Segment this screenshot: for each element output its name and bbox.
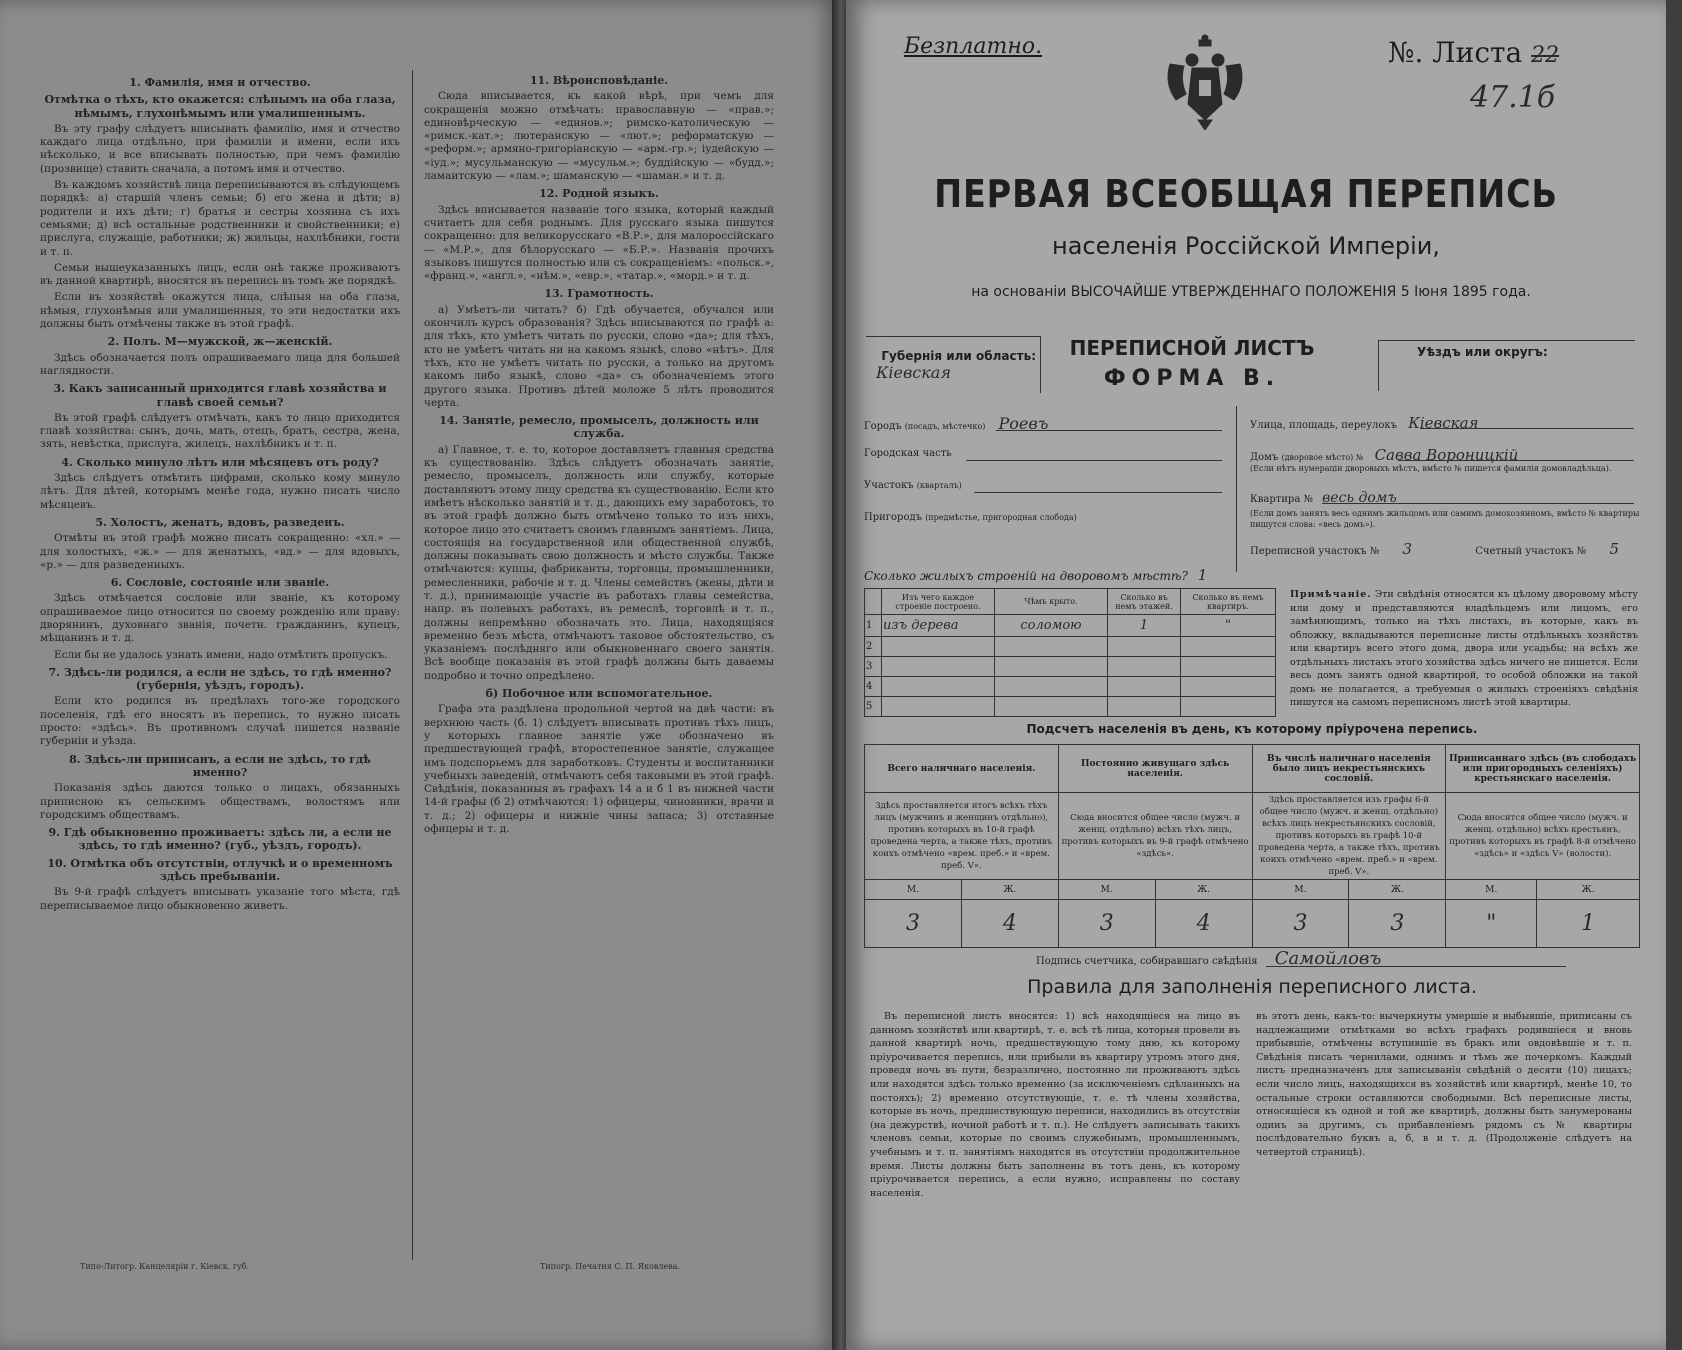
col2-text: Графа эта раздѣлена продольной чертой на двѣ части: въ верхнюю часть (б. 1) слѣдуетъ вписывать противъ тѣхъ лицъ, у которыхъ главное занятіе уже обозначено въ предшествующей графѣ, второстепенное занятіе, служащее имъ подспорьемъ для заработковъ. Студенты и воспитанники учебныхъ заведеній, отмѣчаютъ себя таковыми въ этой графѣ. Свѣдѣнія, показанныя въ графахъ 14 а и б 1 въ нижней части 14-й графы (б 2) отмѣчаются: 1) офицеры, чиновники, врачи и т. д.; 2) офицеры и нижніе чины запаса; 3) отставные офицеры и т. д. bbox=[424, 703, 774, 836]
governorate-value: Кіевская bbox=[876, 363, 951, 382]
col1-heading: 2. Полъ. М—мужской, ж—женскій. bbox=[107, 335, 333, 349]
districts-row bbox=[1250, 540, 1640, 558]
archive-mark: 47.1б bbox=[1470, 80, 1556, 115]
male-label: М. bbox=[1252, 880, 1349, 900]
house-line bbox=[1398, 460, 1634, 461]
coat-of-arms-icon bbox=[1162, 34, 1248, 130]
form-title: ПЕРЕПИСНОЙ ЛИСТЪ bbox=[1069, 336, 1315, 360]
col1-para: Здѣсь обозначается полъ опрашиваемаго лица для большей наглядности. bbox=[40, 351, 400, 377]
free-label: Безплатно. bbox=[904, 34, 1043, 59]
street-label: Улица, площадь, переулокъ bbox=[1250, 420, 1398, 431]
count-head: Постоянно живущаго здѣсь населенія. bbox=[1058, 745, 1252, 793]
rules-left-text: Въ переписной листъ вносятся: 1) всѣ находящіеся на лицо въ данномъ хозяйствѣ или квартирѣ, т. е. всѣ тѣ лица, которыя провели въ данной квартирѣ ночь, предшествующую тому дню, къ которому пріурочивается перепись, или прибыли въ квартиру утромъ этого дня, проведя ночь въ пути, безразлично, постоянно ли проживаютъ здѣсь или находятся здѣсь только временно (за исключеніемъ сдѣланныхъ на постояхъ); 2) временно отсутствующіе, т. е. тѣ члены хозяйства, которые въ ночь, предшествующую переписи, находились въ отсутствіи (на дежурствѣ, ночной работѣ и т. п.). Не слѣдуетъ записывать такихъ членовъ семьи, которые по своимъ служебнымъ, промышленнымъ, учебнымъ и т. п. занятіямъ находятся въ отсутствіи продолжительное время. Листы должны быть заполнены въ тотъ день, къ которому пріурочивается перепись, а если нужно, исправлены по составу населенія. bbox=[870, 1011, 1240, 1199]
count-value-female: 3 bbox=[1349, 900, 1446, 948]
col1-para: Въ каждомъ хозяйствѣ лица переписываются въ слѣдующемъ порядкѣ: а) старшій членъ семьи; б) его жена и дѣти; в) родители и ихъ дѣти; г) братья и сестры хозяина съ ихъ семьями; д) всѣ остальные родственники и свойственники; е) прислуга, служащіе, работники; ж) жильцы, нахлѣбники, гости и т. п. bbox=[40, 179, 400, 258]
count-value-female: 1 bbox=[1537, 900, 1640, 948]
col2-heading: 13. Грамотность. bbox=[544, 287, 654, 301]
suburb-sub: (предмѣстье, пригородная слобода) bbox=[925, 513, 1077, 522]
col1-heading: 6. Сословіе, состояніе или званіе. bbox=[110, 576, 330, 590]
building-apts: " bbox=[1181, 615, 1276, 637]
governorate-box bbox=[866, 336, 1041, 393]
col1-para: Здѣсь слѣдуетъ отмѣтить цифрами, сколько кому минуло лѣтъ. Для дѣтей, которымъ менѣе года, нужно писать число мѣсяцевъ. bbox=[40, 472, 400, 511]
col1-heading: 5. Холостъ, женатъ, вдовъ, разведенъ. bbox=[95, 515, 345, 529]
row-number: 5 bbox=[865, 697, 882, 717]
count-desc: Сюда вносится общее число (мужч. и женщ. отдѣльно) всѣхъ крестьянъ, противъ которыхъ въ графѣ 8-й отмѣчено «здѣсь» и «здѣсь V» (волости). bbox=[1446, 793, 1640, 880]
census-subtitle: населенія Россійской Имперіи, bbox=[1052, 232, 1440, 260]
note-title: Примѣчаніе. bbox=[1290, 589, 1372, 600]
column-divider bbox=[412, 70, 413, 1260]
col2-heading: 11. Вѣроисповѣданіе. bbox=[529, 74, 669, 87]
street-line bbox=[1420, 428, 1634, 429]
street-value: Кіевская bbox=[1408, 414, 1479, 432]
house-value: Савва Вороницкій bbox=[1374, 446, 1519, 464]
rules-right-column bbox=[1256, 1010, 1632, 1260]
apartment-note: (Если домъ занятъ весь однимъ жильцомъ или самимъ домохозяиномъ, вмѣсто № квартиры пишутся слова: «весь домъ»). bbox=[1250, 509, 1640, 529]
census-district-value: 3 bbox=[1402, 540, 1413, 558]
row-number: 4 bbox=[865, 677, 882, 697]
col1-heading: 3. Какъ записанный приходится главѣ хозяйства и главѣ своей семьи? bbox=[53, 382, 387, 409]
male-label: М. bbox=[1058, 880, 1155, 900]
city-part-label: Городская часть bbox=[864, 448, 952, 459]
buildings-col-apts: Сколько въ немъ квартиръ. bbox=[1181, 589, 1276, 615]
left-column-2 bbox=[424, 70, 774, 1260]
population-count-table bbox=[864, 744, 1640, 948]
col1-para: Показанія здѣсь даются только о лицахъ, обязанныхъ приписною къ сельскимъ обществамъ, волостямъ или городскимъ обществамъ. bbox=[40, 782, 400, 821]
suburb-label: Пригородъ bbox=[864, 512, 922, 523]
suburb-row bbox=[864, 512, 1077, 523]
building-roof: соломою bbox=[995, 615, 1108, 637]
count-desc-row bbox=[865, 793, 1640, 880]
uezd-box bbox=[1378, 340, 1635, 391]
buildings-col-roof: Чѣмъ крыто. bbox=[995, 589, 1108, 615]
apartment-label: Квартира № bbox=[1250, 494, 1313, 505]
signature-label: Подпись счетчика, собиравшаго свѣдѣнія bbox=[1036, 956, 1258, 967]
district-line bbox=[974, 492, 1222, 493]
count-desc: Здѣсь проставляется итогъ всѣхъ тѣхъ лицъ (мужчинъ и женщинъ отдѣльно), противъ которыхъ въ 10-й графѣ проведена черта, а также тѣхъ, противъ коихъ отмѣчено «врем. преб.» и «врем. преб. V». bbox=[865, 793, 1059, 880]
apartment-value: весь домъ bbox=[1322, 490, 1397, 506]
male-label: М. bbox=[1446, 880, 1537, 900]
col1-heading: 10. Отмѣтка объ отсутствіи, отлучкѣ и о временномъ здѣсь пребываніи. bbox=[47, 856, 393, 884]
count-head: Въ числѣ наличнаго населенія было лицъ некрестьянскихъ сословій. bbox=[1252, 745, 1446, 793]
buildings-table-header bbox=[865, 589, 1276, 615]
col1-para: Въ этой графѣ слѣдуетъ отмѣчать, какъ то лицо приходится главѣ хозяйства: сынъ, дочь, мать, отецъ, братъ, сестра, жена, зять, невѣстка, прислуга, жилецъ, нахлѣбникъ и т. п. bbox=[40, 411, 400, 451]
counter-district-label: Счетный участокъ № bbox=[1475, 546, 1587, 557]
col2-heading: б) Побочное или вспомогательное. bbox=[485, 687, 713, 701]
city-line bbox=[996, 430, 1222, 431]
count-desc: Здѣсь проставляется изъ графы 6-й общее число (мужч. и женщ. отдѣльно) всѣхъ лицъ некрестьянскихъ сословій, противъ которыхъ въ графѣ 10-й проведена черта, а также тѣхъ, противъ коихъ отмѣчено «врем. преб.» и «врем. преб. V». bbox=[1252, 793, 1446, 880]
buildings-col-floors: Сколько въ немъ этажей. bbox=[1108, 589, 1181, 615]
table-row bbox=[865, 657, 1276, 677]
col1-para: Если бы не удалось узнать имени, надо отмѣтить пропускъ. bbox=[54, 648, 388, 661]
buildings-value: 1 bbox=[1197, 566, 1208, 584]
form-letter: ФОРМА В. bbox=[1103, 366, 1281, 391]
col1-heading: 4. Сколько минуло лѣтъ или мѣсяцевъ отъ роду? bbox=[61, 455, 379, 469]
col1-para: Въ эту графу слѣдуетъ вписывать фамилію, имя и отчество каждаго лица отдѣльно, при фамиліи и имени, если ихъ нѣсколько, и все вписывать полностью, при чемъ фамилію (прозвище) ставить сначала, а потомъ имя и отчество. bbox=[40, 122, 400, 175]
col1-top-heading: 1. Фамилія, имя и отчество. bbox=[129, 76, 311, 89]
col1-para: Семьи вышеуказанныхъ лицъ, если онѣ также проживаютъ въ данной квартирѣ, вносятся въ перепись въ томъ же порядкѣ. bbox=[40, 261, 400, 288]
count-desc: Сюда вносится общее число (мужч. и женщ. отдѣльно) всѣхъ тѣхъ лицъ, противъ которыхъ въ 9-й графѣ отмѣчено «здѣсь». bbox=[1058, 793, 1252, 880]
female-label: Ж. bbox=[961, 880, 1058, 900]
col1-para: Отмѣты въ этой графѣ можно писать сокращенно: «хл.» — для холостыхъ, «ж.» — для женатыхъ, «вд.» — для вдовыхъ, «р.» — для разведенныхъ. bbox=[40, 532, 400, 571]
city-label: Городъ bbox=[864, 421, 902, 432]
sheet-number-label: №. Листа bbox=[1388, 36, 1523, 69]
col1-para: Отмѣтка о тѣхъ, кто окажется: слѣпымъ на оба глаза, нѣмымъ, глухонѣмымъ или умалишеннымъ. bbox=[44, 93, 396, 120]
census-form-page bbox=[846, 0, 1666, 1350]
census-district-label: Переписной участокъ № bbox=[1250, 546, 1380, 557]
count-head-row bbox=[865, 745, 1640, 793]
house-note: (Если нѣтъ нумераціи дворовыхъ мѣстъ, вмѣсто № пишется фамилія домовладѣльца). bbox=[1250, 464, 1612, 473]
rules-left-column bbox=[870, 1010, 1240, 1260]
signature-value: Самойловъ bbox=[1274, 948, 1382, 969]
count-values-row bbox=[865, 900, 1640, 948]
house-row bbox=[1250, 446, 1640, 464]
city-part-line bbox=[966, 460, 1222, 461]
district-row bbox=[864, 480, 962, 491]
buildings-note bbox=[1290, 588, 1638, 710]
counter-district-value: 5 bbox=[1609, 540, 1619, 558]
count-value-male: 3 bbox=[865, 900, 962, 948]
col1-footer: Типо-Литогр. Канцеляріи г. Кіевск. губ. bbox=[80, 1262, 250, 1271]
house-label: Домъ bbox=[1250, 452, 1279, 463]
street-row bbox=[1250, 414, 1640, 432]
count-value-female: 4 bbox=[1155, 900, 1252, 948]
table-row bbox=[865, 637, 1276, 657]
uezd-label: Уѣздъ или округъ: bbox=[1417, 345, 1548, 359]
sheet-number-value: 22 bbox=[1531, 43, 1560, 68]
female-label: Ж. bbox=[1155, 880, 1252, 900]
col1-para: Если въ хозяйствѣ окажутся лица, слѣпыя на оба глаза, нѣмыя, глухонѣмыя или умалишенныя, то эти недостатки ихъ должны быть отмѣчены также въ этой графѣ. bbox=[40, 291, 400, 331]
buildings-row bbox=[864, 566, 1207, 584]
count-value-female: 4 bbox=[961, 900, 1058, 948]
building-floors: 1 bbox=[1108, 615, 1181, 637]
row-number: 2 bbox=[865, 637, 882, 657]
note-text: Эти свѣдѣнія относятся къ цѣлому дворовому мѣсту или дому и представляются владѣльцемъ или лицомъ, его замѣняющимъ, только на тѣхъ листахъ, въ которые, какъ въ обложку, вкладываются переписные листы отдѣльныхъ хозяйствъ или квартиръ всего этого дома, двора или усадьбы; на всѣхъ же отдѣльныхъ листахъ этого хозяйства здѣсь ничего не пишется. Если весь домъ занятъ одной квартирой, то особой обложки на такой домъ не полагается, а требуемыя о жилыхъ строеніяхъ свѣдѣнія пишутся на самомъ переписномъ листѣ этой квартиры. bbox=[1290, 589, 1638, 708]
sheet-number bbox=[1388, 36, 1559, 69]
address-divider bbox=[1236, 406, 1237, 572]
census-title: ПЕРВАЯ ВСЕОБЩАЯ ПЕРЕПИСЬ bbox=[934, 172, 1558, 216]
left-column-1 bbox=[40, 72, 400, 1252]
female-label: Ж. bbox=[1349, 880, 1446, 900]
signature-line bbox=[1266, 966, 1566, 967]
male-label: М. bbox=[865, 880, 962, 900]
buildings-label: Сколько жилыхъ строеній на дворовомъ мѣстѣ? bbox=[864, 569, 1188, 583]
col1-heading: 7. Здѣсь-ли родился, а если не здѣсь, то гдѣ именно? (губернія, уѣздъ, городъ). bbox=[48, 665, 392, 693]
col2-text: а) Умѣетъ-ли читать? б) Гдѣ обучается, обучался или окончилъ курсъ образованія? Здѣсь вписываются по графѣ а: для тѣхъ, кто умѣетъ читать по русски, слово «да»; для тѣхъ, кто не умѣетъ читать ни на какомъ языкѣ, слово «нѣтъ». Для тѣхъ, кто не умѣетъ читать по русски, а только на другомъ какомъ либо языкѣ, слово «да» съ обозначеніемъ этого другого языка. Противъ дѣтей моложе 5 лѣтъ проводится черта. bbox=[424, 303, 774, 409]
col1-para: Если кто родился въ предѣлахъ того-же городского поселенія, гдѣ его вносятъ въ перепись, то нужно писать просто: «здѣсь». Въ противномъ случаѣ пишется названіе губерніи и уѣзда. bbox=[40, 695, 400, 748]
row-number: 1 bbox=[865, 615, 882, 637]
col1-heading: 8. Здѣсь-ли приписанъ, а если не здѣсь, то гдѣ именно? bbox=[69, 752, 371, 779]
count-title: Подсчетъ населенія въ день, къ которому пріурочена перепись. bbox=[1026, 722, 1478, 736]
col2-footer: Типогр. Печатня С. П. Яковлева. bbox=[540, 1262, 681, 1271]
col1-para: Въ 9-й графѣ слѣдуетъ вписывать указаніе того мѣста, гдѣ переписываемое лицо обыкновенно живетъ. bbox=[40, 886, 400, 912]
district-label: Участокъ bbox=[864, 480, 914, 491]
col2-heading: 12. Родной языкъ. bbox=[539, 187, 659, 201]
table-row bbox=[865, 677, 1276, 697]
count-mf-row bbox=[865, 880, 1640, 900]
rules-title: Правила для заполненія переписного листа. bbox=[1027, 976, 1477, 998]
col2-heading: 14. Занятіе, ремесло, промыселъ, должность или служба. bbox=[439, 414, 759, 441]
col1-heading: 9. Гдѣ обыкновенно проживаетъ: здѣсь ли, а если не здѣсь, то гдѣ именно? (губ., уѣздъ, городъ). bbox=[48, 826, 392, 853]
female-label: Ж. bbox=[1537, 880, 1640, 900]
apartment-line bbox=[1322, 503, 1634, 504]
city-sub: (посадъ, мѣстечко) bbox=[904, 422, 986, 431]
col1-para: Здѣсь отмѣчается сословіе или званіе, къ которому опрашиваемое лицо относится по своему рожденію или праву: дворянинъ, духовнаго званія, почетн. гражданинъ, купецъ, мѣщанинъ и т. д. bbox=[40, 592, 400, 645]
count-head: Всего наличнаго населенія. bbox=[865, 745, 1059, 793]
buildings-table bbox=[864, 588, 1276, 717]
row-number: 3 bbox=[865, 657, 882, 677]
house-sub: (дворовое мѣсто) № bbox=[1281, 453, 1364, 462]
district-sub: (кварталъ) bbox=[916, 481, 962, 490]
count-head: Приписаннаго здѣсь (въ слободахъ или пригородныхъ селеніяхъ) крестьянскаго населенія. bbox=[1446, 745, 1640, 793]
building-material: изъ дерева bbox=[882, 615, 995, 637]
count-value-male: 3 bbox=[1058, 900, 1155, 948]
governorate-label: Губернія или область: bbox=[881, 349, 1036, 363]
rules-right-text: въ этотъ день, какъ-то: вычеркнуты умершіе и выбывшіе, приписаны съ надлежащими отмѣтками во всѣхъ графахъ родившіеся и вновь прибывшіе, отмѣчены вступившіе въ бракъ или овдовѣвшіе и т. п. Свѣдѣнія писать чернилами, однимъ и тѣмъ же почеркомъ. Каждый листъ предназначенъ для записыванія свѣдѣній о десяти (10) лицахъ; если число лицъ, находящихся въ хозяйствѣ или квартирѣ, менѣе 10, то остальные строки оставляются свободными. Всѣ переписные листы, относящіеся къ одной и той же квартирѣ, должны быть занумерованы одинъ за другимъ, съ прибавленіемъ рядомъ съ № квартиры послѣдовательно буквъ а, б, в и т. д. (Продолженіе слѣдуетъ на четвертой страницѣ). bbox=[1256, 1011, 1632, 1158]
census-basis: на основаніи ВЫСОЧАЙШЕ УТВЕРЖДЕННАГО ПОЛОЖЕНІЯ 5 Іюня 1895 года. bbox=[971, 284, 1531, 300]
col2-text: Сюда вписывается, къ какой вѣрѣ, при чемъ для сокращенія можно отмѣчать: православную — «прав.»; единовѣрческую — «единов.»; римско-католическую — «римск.-кат.»; лютеранскую — «лют.»; реформатскую — «реформ.»; армяно-григоріанскую — «арм.-гр.»; іудейскую — «іуд.»; мусульманскую — «мусульм.»; буддійскую — «будд.»; ламаитскую — «лам.»; шаманскую — «шаман.» и т. д. bbox=[424, 90, 774, 183]
count-value-male: 3 bbox=[1252, 900, 1349, 948]
table-row bbox=[865, 615, 1276, 637]
city-value: Роевъ bbox=[998, 414, 1049, 433]
left-page bbox=[0, 0, 836, 1350]
buildings-col-material: Изъ чего каждое строеніе построено. bbox=[882, 589, 995, 615]
table-row bbox=[865, 697, 1276, 717]
count-value-male: " bbox=[1446, 900, 1537, 948]
col2-text: а) Главное, т. е. то, которое доставляетъ главныя средства къ существованію. Здѣсь слѣдуетъ обозначать занятіе, ремесло, промыселъ, должность или службу, которые доставляютъ этому лицу средства къ существованію. Если кто имѣетъ нѣсколько занятій и т. д., дающихъ ему заработокъ, то въ этой графѣ должно быть отмѣчено только то изъ нихъ, которое лицо это считаетъ своимъ главнымъ занятіемъ. Лица, состоящія на государственной или общественной службѣ, должны показывать свою должность и мѣсто службы. Также отмѣчаются: купцы, фабриканты, торговцы, промышленники, ремесленники, рабочіе и т. д. Члены семействъ (жены, дѣти и т. д.), принимающіе участіе въ работахъ главы семейства, напр. въ полевыхъ работахъ, въ ремеслѣ, торговлѣ и т. п., должны непремѣнно обозначать это. Лица, находящіяся временно безъ мѣста, отмѣчаютъ таковое обстоятельство, съ указаніемъ послѣдняго или обыкновеннаго своего занятія. Всѣ вообще показанія въ этой графѣ должны быть даваемы подробно и точно опредѣлено. bbox=[424, 443, 774, 682]
col2-text: Здѣсь вписывается названіе того языка, который каждый считаетъ для себя роднымъ. Для русскаго языка пишутся сокращенно: для великорусскаго «В.Р.», для малороссійскаго — «М.Р.», для бѣлорусскаго — «Б.Р.». Названія прочихъ языковъ пишутся полностью или съ сокращеніемъ: «польск.», «франц.», «англ.», «нѣм.», «евр.», «татар.», «морд.» и т. д. bbox=[424, 203, 774, 283]
